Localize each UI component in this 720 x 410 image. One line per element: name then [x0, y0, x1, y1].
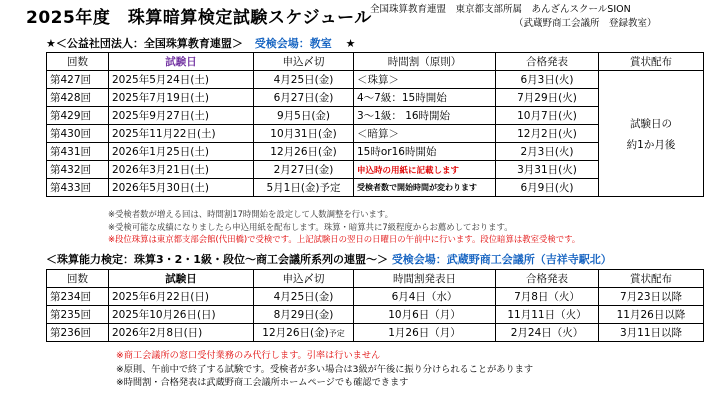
round-cell: 第235回 [47, 306, 109, 324]
timetable-cell: 3～1級： 16時開始 [354, 107, 496, 125]
deadline-note: 予定 [328, 329, 345, 338]
round-cell: 第428回 [47, 89, 109, 107]
exam-date-cell: 2025年6月22日(日) [109, 288, 254, 306]
result-cell: 3月31日(火) [496, 161, 599, 179]
section1-heading-prefix: ★＜公益社団法人：全国珠算教育連盟＞ [46, 37, 243, 50]
table-row [47, 306, 704, 324]
section1-venue: 受検会場：教室 [254, 37, 332, 50]
timetable-cell: 15時or16時開始 [354, 143, 496, 161]
exam-date-cell: 2025年7月19日(土) [109, 89, 254, 107]
round-cell: 第429回 [47, 107, 109, 125]
exam-date-cell: 2025年10月26日(日) [109, 306, 254, 324]
note-line: ※時間割・合格発表は武蔵野商工会議所ホームページでも確認できます [116, 377, 409, 388]
schedule-table-abacus-federation [46, 52, 704, 197]
deadline-cell: 6月27日(金) [254, 89, 354, 107]
exam-date-cell: 2026年1月25日(土) [109, 143, 254, 161]
deadline-cell: 12月26日(金) [254, 143, 354, 161]
round-cell: 第432回 [47, 161, 109, 179]
award-cell: 7月23日以降 [599, 288, 704, 306]
award-cell: 3月11日以降 [599, 324, 704, 342]
page-title: 2025年度 珠算暗算検定試験スケジュール [26, 8, 372, 28]
table-row [47, 71, 704, 89]
award-text: 約1か月後 [626, 138, 676, 151]
header-cell: 合格発表 [496, 53, 599, 71]
timetable-cell: ＜珠算＞ [354, 71, 496, 89]
header-cell: 合格発表 [496, 270, 599, 288]
result-cell: 7月8日（火） [496, 288, 599, 306]
header-cell: 賞状配布 [599, 53, 704, 71]
exam-date-cell: 2026年5月30日(土) [109, 179, 254, 197]
timetable-date-cell: 10月6日（月） [354, 306, 496, 324]
header-cell: 試験日 [109, 53, 254, 71]
result-cell: 11月11日（火） [496, 306, 599, 324]
deadline-cell: 10月31日(金) [254, 125, 354, 143]
deadline-cell [254, 288, 354, 306]
award-cell [599, 71, 704, 197]
result-cell: 6月9日(火) [496, 179, 599, 197]
result-cell: 6月3日(火) [496, 71, 599, 89]
timetable-note-red: 申込時の用紙に記載します [354, 161, 496, 179]
award-cell: 11月26日以降 [599, 306, 704, 324]
deadline-value: 8月29日(金) [273, 309, 334, 321]
exam-date-cell: 2025年11月22日(土) [109, 125, 254, 143]
header-cell: 賞状配布 [599, 270, 704, 288]
schedule-table-chamber-of-commerce [46, 269, 704, 342]
header-cell: 時間割発表日 [354, 270, 496, 288]
exam-date-cell: 2026年3月21日(土) [109, 161, 254, 179]
note-line-red: ※段位珠算は東京都支部会館(代田橋)で受検です。上記試験日の翌日の日曜日の午前中に行います。段位暗算は教室受検です。 [108, 234, 581, 244]
round-cell: 第234回 [47, 288, 109, 306]
section2-venue: 受検会場：武蔵野商工会議所（吉祥寺駅北） [391, 253, 612, 266]
timetable-cell: 4～7級：15時開始 [354, 89, 496, 107]
table-row [47, 324, 704, 342]
deadline-cell: 4月25日(金) [254, 71, 354, 89]
table-row [47, 288, 704, 306]
result-cell: 7月29日(火) [496, 89, 599, 107]
note-line: ※受検者数が増える回は、時間割17時開始を設定して人数調整を行います。 [108, 209, 394, 219]
deadline-cell: 2月27日(金) [254, 161, 354, 179]
table-header-row [47, 53, 704, 71]
organization-line: 全国珠算教育連盟 東京都支部所属 あんざんスクールSION [370, 4, 631, 15]
note-line-red: ※商工会議所の窓口受付業務のみ代行します。引率は行いません [116, 350, 381, 361]
exam-date-cell: 2025年9月27日(土) [109, 107, 254, 125]
section2-notes [116, 349, 533, 390]
header-cell: 回数 [47, 270, 109, 288]
round-cell: 第433回 [47, 179, 109, 197]
note-line: ※受検可能な成績になりましたら申込用紙を配布します。珠算・暗算共に7級程度からお薦めしております。 [108, 221, 513, 232]
result-cell: 2月3日(火) [496, 143, 599, 161]
header-cell: 試験日 [109, 270, 254, 288]
deadline-cell: 5月1日(金)予定 [254, 179, 354, 197]
timetable-note-bold: 受検者数で開始時間が変わります [354, 179, 496, 197]
exam-date-cell: 2026年2月8日(日) [109, 324, 254, 342]
timetable-date-cell: 1月26日（月） [354, 324, 496, 342]
section1-heading-star: ★ [345, 37, 356, 50]
header-cell: 申込〆切 [254, 270, 354, 288]
round-cell: 第236回 [47, 324, 109, 342]
section2-heading-prefix: ＜珠算能力検定：珠算3・2・1級・段位～商工会議所系列の連盟～＞ [46, 253, 388, 266]
deadline-value: 12月26日(金) [262, 327, 329, 339]
round-cell: 第430回 [47, 125, 109, 143]
organization-registration: （武蔵野商工会議所 登録教室） [514, 18, 657, 29]
deadline-cell: 9月5日(金) [254, 107, 354, 125]
result-cell: 12月2日(火) [496, 125, 599, 143]
deadline-cell [254, 306, 354, 324]
deadline-value: 4月25日(金) [273, 291, 334, 303]
award-text: 試験日の [630, 117, 672, 130]
timetable-date-cell: 6月4日（水） [354, 288, 496, 306]
section2-heading [46, 251, 612, 267]
timetable-cell: ＜暗算＞ [354, 125, 496, 143]
note-line: ※原則、午前中で終了する試験です。受検者が多い場合は3級が午後に振り分けられることがあります [116, 363, 534, 375]
exam-date-cell: 2025年5月24日(土) [109, 71, 254, 89]
section1-heading [46, 35, 355, 51]
section1-notes [108, 208, 580, 246]
organization-info [370, 3, 657, 31]
table-header-row [47, 270, 704, 288]
round-cell: 第431回 [47, 143, 109, 161]
header-cell: 回数 [47, 53, 109, 71]
header-cell: 申込〆切 [254, 53, 354, 71]
result-cell: 10月7日(火) [496, 107, 599, 125]
deadline-cell [254, 324, 354, 342]
header-cell: 時間割（原則） [354, 53, 496, 71]
round-cell: 第427回 [47, 71, 109, 89]
result-cell: 2月24日（火） [496, 324, 599, 342]
